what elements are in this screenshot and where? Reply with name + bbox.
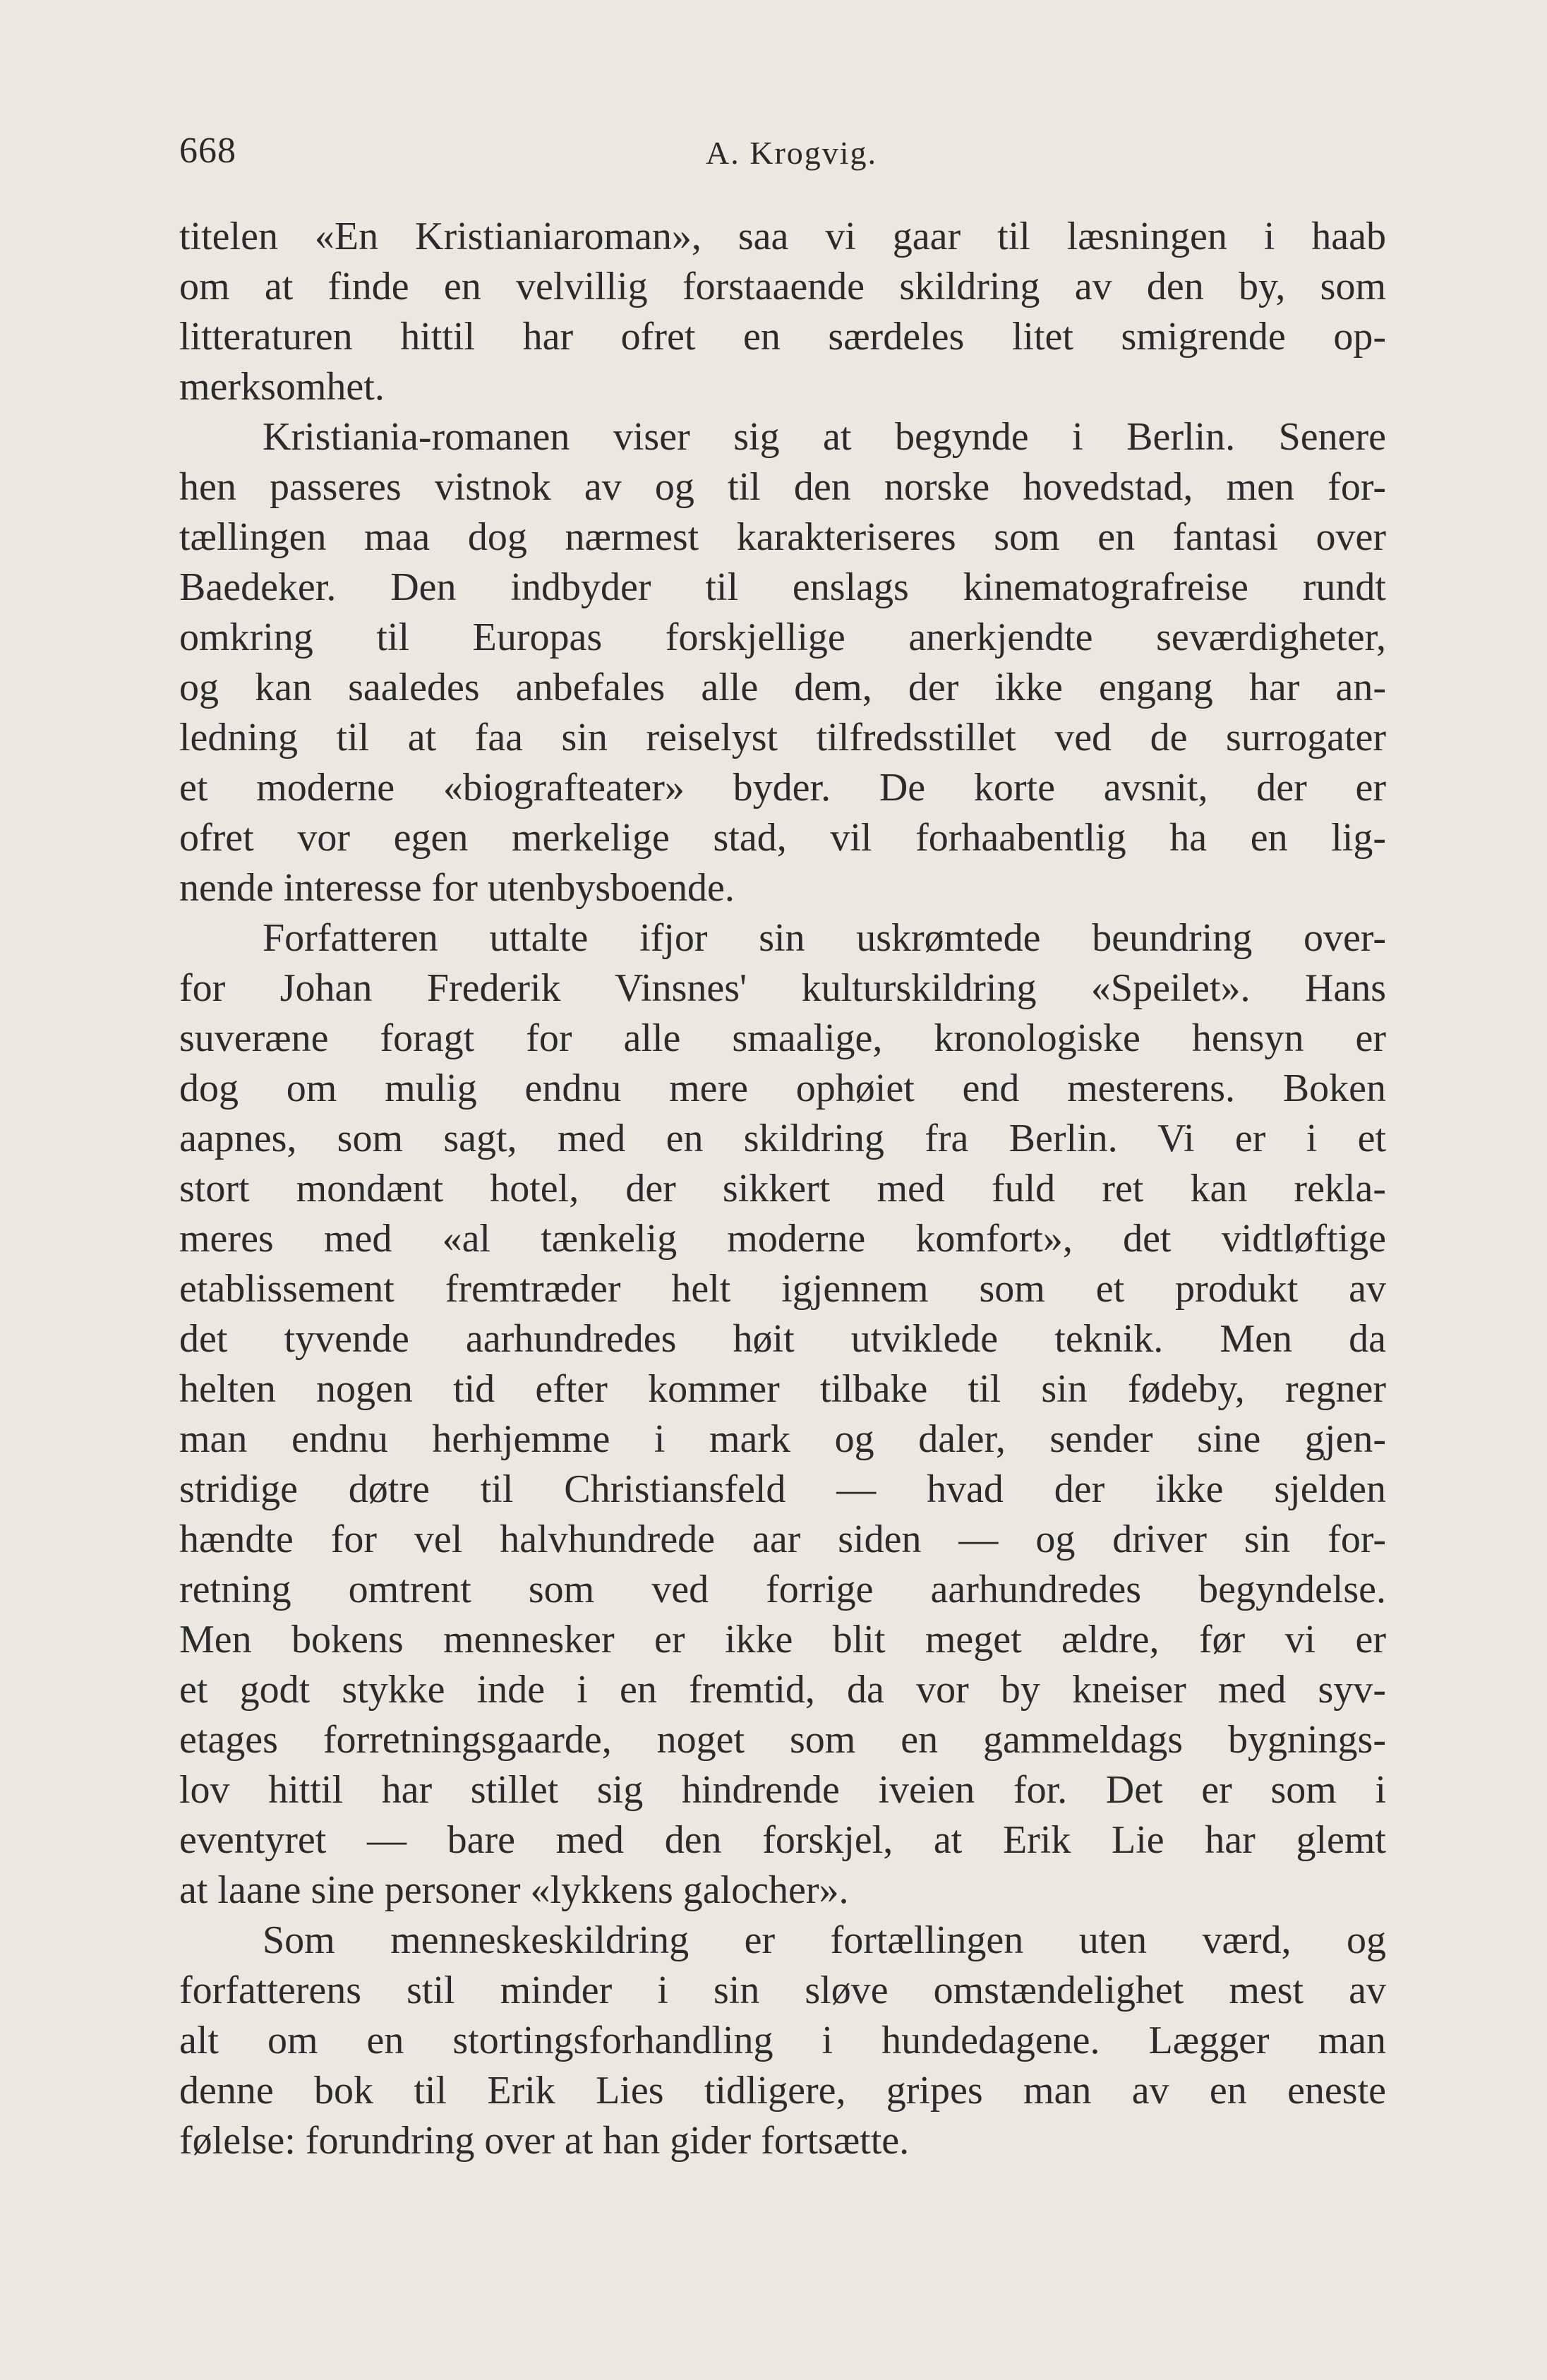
- text-line: nende interesse for utenbysboende.: [179, 866, 735, 910]
- text-line: lov hittil har stillet sig hindrende iveien for. Det er som i: [179, 1768, 1386, 1812]
- text-line: titelen «En Kristianiaroman», saa vi gaar til læsningen i haab: [179, 215, 1386, 258]
- text-line: alt om en stortingsforhandling i hundedagene. Lægger man: [179, 2019, 1386, 2062]
- text-line: følelse: forundring over at han gider fortsætte.: [179, 2119, 910, 2163]
- paragraph: [179, 212, 1386, 412]
- text-line: stridige døtre til Christiansfeld — hvad der ikke sjelden: [179, 1467, 1386, 1511]
- text-line: hændte for vel halvhundrede aar siden — og driver sin for-: [179, 1517, 1386, 1561]
- text-line: litteraturen hittil har ofret en særdeles litet smigrende op-: [179, 315, 1386, 359]
- text-line: Kristiania-romanen viser sig at begynde i Berlin. Senere: [263, 415, 1386, 459]
- text-line: denne bok til Erik Lies tidligere, gripes man av en eneste: [179, 2069, 1386, 2112]
- text-line: Forfatteren uttalte ifjor sin uskrømtede beundring over-: [263, 916, 1386, 960]
- text-line: stort mondænt hotel, der sikkert med fuld ret kan rekla-: [179, 1167, 1386, 1210]
- text-line: suveræne foragt for alle smaalige, kronologiske hensyn er: [179, 1016, 1386, 1060]
- text-line: hen passeres vistnok av og til den norske hovedstad, men for-: [179, 465, 1386, 509]
- text-line: omkring til Europas forskjellige anerkjendte seværdigheter,: [179, 615, 1386, 659]
- text-line: dog om mulig endnu mere ophøiet end mesterens. Boken: [179, 1066, 1386, 1110]
- text-line: helten nogen tid efter kommer tilbake til sin fødeby, regner: [179, 1367, 1386, 1411]
- text-line: for Johan Frederik Vinsnes' kulturskildring «Speilet». Hans: [179, 966, 1386, 1010]
- text-line: etages forretningsgaarde, noget som en gammeldags bygnings-: [179, 1718, 1386, 1762]
- text-line: Som menneskeskildring er fortællingen uten værd, og: [263, 1918, 1386, 1962]
- text-line: meres med «al tænkelig moderne komfort», det vidtløftige: [179, 1217, 1386, 1261]
- text-line: og kan saaledes anbefales alle dem, der ikke engang har an-: [179, 666, 1386, 709]
- text-line: tællingen maa dog nærmest karakteriseres som en fantasi over: [179, 515, 1386, 559]
- paragraph: [179, 412, 1386, 913]
- body-text: [179, 212, 1386, 2166]
- text-line: det tyvende aarhundredes høit utviklede teknik. Men da: [179, 1317, 1386, 1361]
- text-line: et godt stykke inde i en fremtid, da vor by kneiser med syv-: [179, 1668, 1386, 1712]
- text-line: ledning til at faa sin reiselyst tilfredsstillet ved de surrogater: [179, 716, 1386, 759]
- text-line: Baedeker. Den indbyder til enslags kinematografreise rundt: [179, 565, 1386, 609]
- text-line: etablissement fremtræder helt igjennem som et produkt av: [179, 1267, 1386, 1311]
- text-line: Men bokens mennesker er ikke blit meget ældre, før vi er: [179, 1618, 1386, 1661]
- text-line: man endnu herhjemme i mark og daler, sender sine gjen-: [179, 1417, 1386, 1461]
- paragraph: [179, 913, 1386, 1916]
- text-line: aapnes, som sagt, med en skildring fra Berlin. Vi er i et: [179, 1117, 1386, 1160]
- running-head: A. Krogvig.: [706, 135, 878, 171]
- text-line: eventyret — bare med den forskjel, at Erik Lie har glemt: [179, 1818, 1386, 1862]
- text-line: forfatterens stil minder i sin sløve omstændelighet mest av: [179, 1969, 1386, 2012]
- text-line: et moderne «biografteater» byder. De korte avsnit, der er: [179, 766, 1386, 810]
- text-line: ofret vor egen merkelige stad, vil forhaabentlig ha en lig-: [179, 816, 1386, 860]
- text-line: om at finde en velvillig forstaaende skildring av den by, som: [179, 265, 1386, 308]
- page-header: [179, 130, 1393, 186]
- paragraph: [179, 1916, 1386, 2166]
- text-line: merksomhet.: [179, 365, 385, 409]
- text-line: retning omtrent som ved forrige aarhundredes begyndelse.: [179, 1568, 1386, 1611]
- text-line: at laane sine personer «lykkens galocher».: [179, 1868, 849, 1912]
- page-number: 668: [179, 131, 236, 171]
